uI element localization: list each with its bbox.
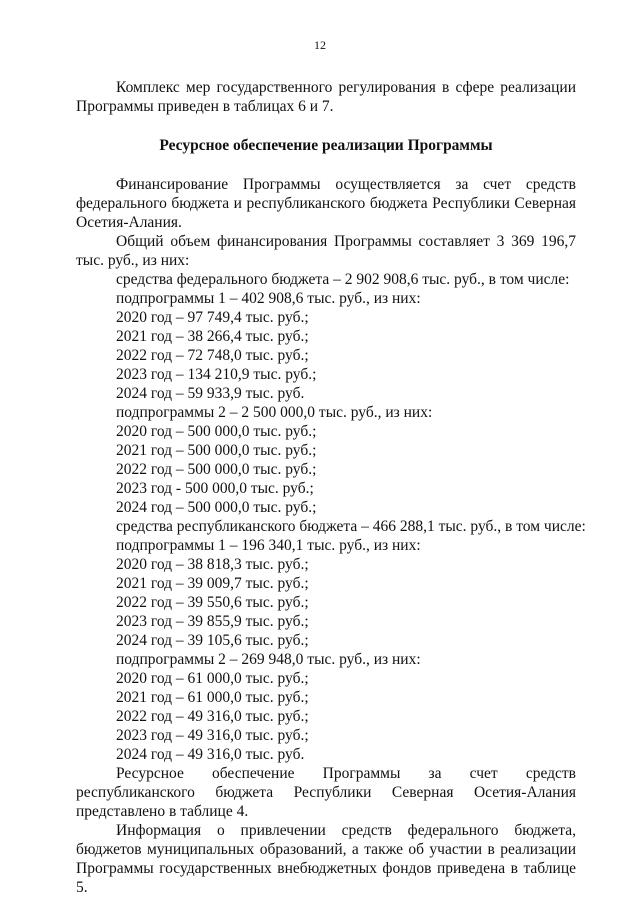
year-line: 2023 год - 500 000,0 тыс. руб.; — [116, 480, 314, 497]
federal-budget-line: средства федерального бюджета – 2 902 908,6 тыс. руб., в том числе: — [116, 271, 570, 288]
year-line: 2020 год – 97 749,4 тыс. руб.; — [116, 309, 309, 326]
year-line: 2023 год – 134 210,9 тыс. руб.; — [116, 366, 317, 383]
resource-note-paragraph: Ресурсное обеспечение Программы за счет средств республиканского бюджета Республики Северная Осетия-Алания представлено в таблице 4. — [76, 765, 576, 820]
document-body — [76, 78, 586, 897]
year-line: 2021 год – 500 000,0 тыс. руб.; — [116, 442, 317, 459]
section-heading: Ресурсное обеспечение реализации Программы — [159, 137, 493, 154]
year-line: 2020 год – 61 000,0 тыс. руб.; — [116, 670, 309, 687]
year-line: 2023 год – 39 855,9 тыс. руб.; — [116, 613, 309, 630]
republic-budget-line: средства республиканского бюджета – 466 288,1 тыс. руб., в том числе: — [116, 518, 586, 535]
total-paragraph: Общий объем финансирования Программы составляет 3 369 196,7 тыс. руб., из них: — [76, 233, 576, 269]
year-line: 2021 год – 61 000,0 тыс. руб.; — [116, 689, 309, 706]
subprogram-line: подпрограммы 2 – 2 500 000,0 тыс. руб., из них: — [116, 404, 433, 421]
financing-paragraph: Финансирование Программы осуществляется за счет средств федерального бюджета и республиканского бюджета Республики Северная Осетия-Алания. — [76, 176, 576, 231]
page-number: 12 — [314, 38, 326, 52]
year-line: 2022 год – 72 748,0 тыс. руб.; — [116, 347, 309, 364]
year-line: 2020 год – 500 000,0 тыс. руб.; — [116, 423, 317, 440]
year-line: 2020 год – 38 818,3 тыс. руб.; — [116, 556, 309, 573]
year-line: 2022 год – 39 550,6 тыс. руб.; — [116, 594, 309, 611]
spacer — [76, 155, 576, 175]
spacer — [76, 116, 576, 136]
intro-paragraph: Комплекс мер государственного регулирования в сфере реализации Программы приведен в таблицах 6 и 7. — [76, 79, 576, 115]
year-line: 2023 год – 49 316,0 тыс. руб.; — [116, 727, 309, 744]
year-line: 2022 год – 49 316,0 тыс. руб.; — [116, 708, 309, 725]
year-line: 2024 год – 39 105,6 тыс. руб.; — [116, 632, 309, 649]
year-line: 2024 год – 49 316,0 тыс. руб. — [116, 746, 305, 763]
subprogram-line: подпрограммы 1 – 402 908,6 тыс. руб., из них: — [116, 290, 421, 307]
subprogram-line: подпрограммы 1 – 196 340,1 тыс. руб., из них: — [116, 537, 421, 554]
info-note-paragraph: Информация о привлечении средств федерального бюджета, бюджетов муниципальных образований, а также об участии в реализации Программы государственных внебюджетных фондов приведена в таблице 5. — [76, 822, 576, 896]
year-line: 2021 год – 39 009,7 тыс. руб.; — [116, 575, 309, 592]
subprogram-line: подпрограммы 2 – 269 948,0 тыс. руб., из них: — [116, 651, 421, 668]
year-line: 2024 год – 500 000,0 тыс. руб.; — [116, 499, 317, 516]
year-line: 2022 год – 500 000,0 тыс. руб.; — [116, 461, 317, 478]
year-line: 2021 год – 38 266,4 тыс. руб.; — [116, 328, 309, 345]
year-line: 2024 год – 59 933,9 тыс. руб. — [116, 385, 305, 402]
